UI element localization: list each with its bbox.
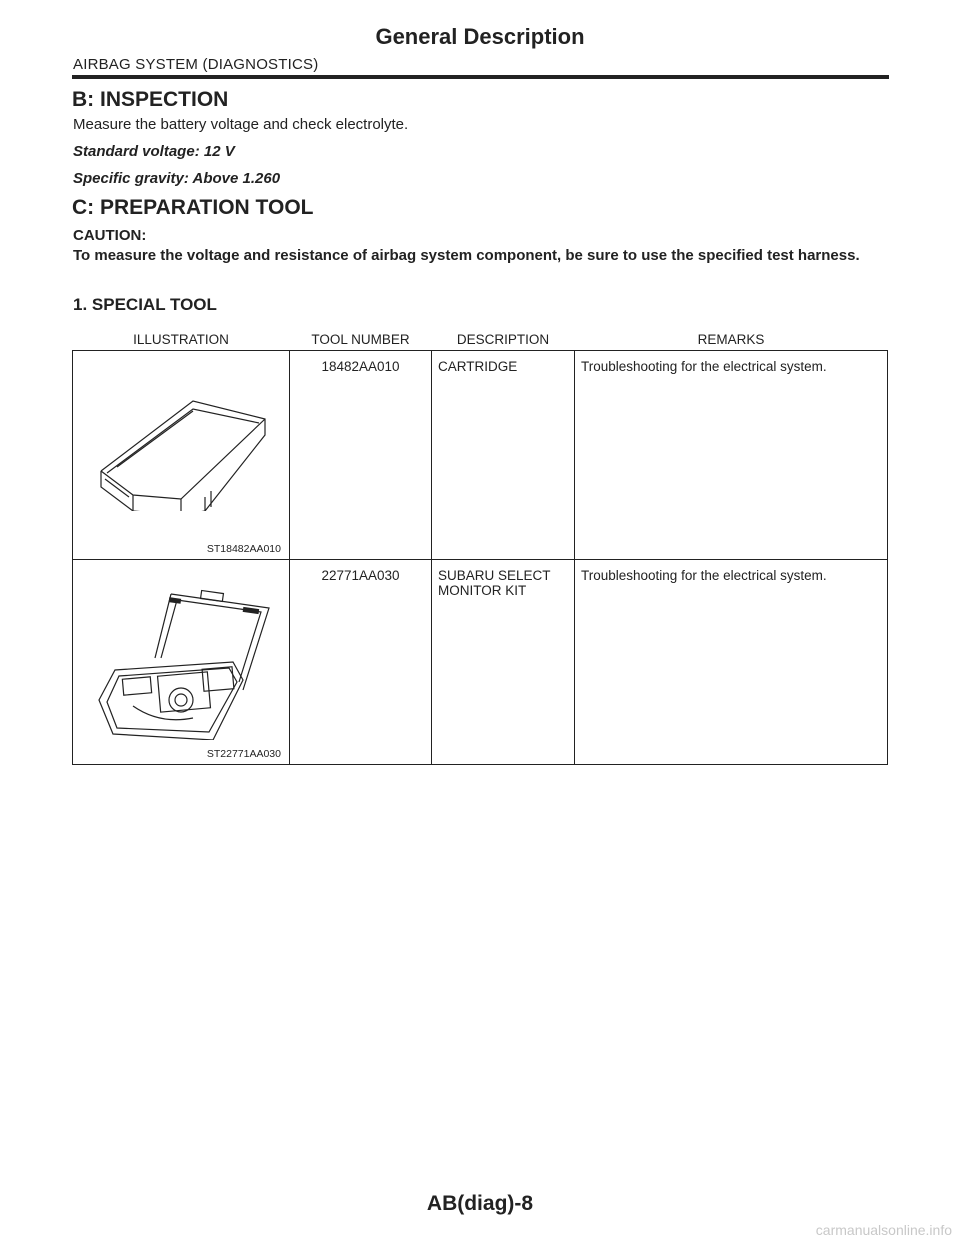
description-cell: CARTRIDGE	[432, 351, 575, 560]
preparation-heading: C: PREPARATION TOOL	[72, 196, 314, 219]
illustration-cell	[73, 351, 290, 560]
section-label: AIRBAG SYSTEM (DIAGNOSTICS)	[73, 56, 319, 73]
watermark: carmanualsonline.info	[815, 1222, 952, 1238]
tool-number-cell: 22771AA030	[290, 560, 432, 765]
cartridge-illustration	[93, 361, 283, 511]
page-number: AB(diag)-8	[426, 1192, 534, 1215]
remarks-cell: Troubleshooting for the electrical system.	[575, 560, 888, 765]
caution-label: CAUTION:	[73, 227, 147, 244]
special-tool-heading: 1. SPECIAL TOOL	[73, 295, 217, 314]
specific-gravity-spec: Specific gravity: Above 1.260	[73, 170, 281, 187]
remarks-cell: Troubleshooting for the electrical system.	[575, 351, 888, 560]
header-rule	[72, 75, 889, 79]
tool-number-cell: 18482AA010	[290, 351, 432, 560]
header-description: DESCRIPTION	[432, 328, 575, 351]
table-row	[73, 560, 888, 765]
inspection-text: Measure the battery voltage and check electrolyte.	[73, 116, 409, 133]
inspection-heading: B: INSPECTION	[72, 88, 229, 111]
caution-text: To measure the voltage and resistance of airbag system component, be sure to use the specified test harness.	[73, 247, 860, 264]
special-tool-table	[72, 328, 888, 765]
header-remarks: REMARKS	[575, 328, 888, 351]
illustration-cell	[73, 560, 290, 765]
select-monitor-kit-illustration	[93, 570, 283, 740]
description-cell: SUBARU SELECT MONITOR KIT	[432, 560, 575, 765]
illustration-code: ST22771AA030	[206, 748, 281, 760]
illustration-code: ST18482AA010	[206, 543, 281, 555]
header-illustration: ILLUSTRATION	[73, 328, 290, 351]
header-tool-number: TOOL NUMBER	[290, 328, 432, 351]
standard-voltage-spec: Standard voltage: 12 V	[73, 143, 235, 160]
table-row	[73, 351, 888, 560]
page-title: General Description	[375, 24, 585, 49]
